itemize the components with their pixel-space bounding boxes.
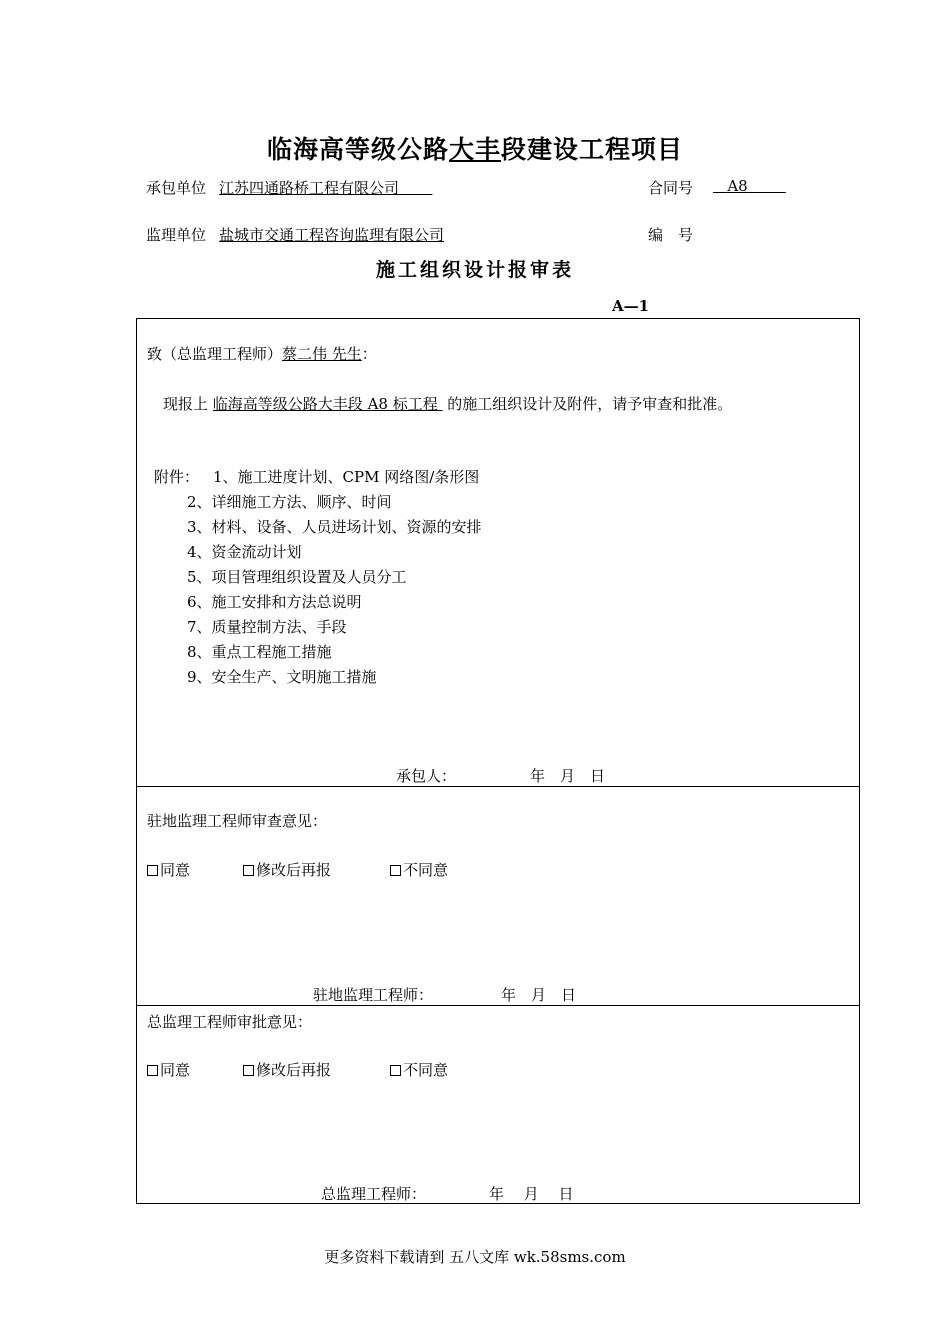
option-label: 同意 bbox=[160, 1061, 191, 1079]
checkbox-icon[interactable] bbox=[147, 865, 158, 876]
resident-review-title: 驻地监理工程师审查意见： bbox=[147, 812, 328, 830]
option-label: 不同意 bbox=[403, 861, 449, 879]
salutation-suffix: ： bbox=[361, 345, 377, 363]
resident-option-disagree[interactable] bbox=[390, 859, 448, 880]
attachment-item: 4、资金流动计划 bbox=[187, 543, 302, 561]
project-title bbox=[0, 130, 950, 166]
chief-sign-date: 年 月 日 bbox=[489, 1185, 574, 1203]
salutation bbox=[147, 343, 377, 364]
chief-option-disagree[interactable] bbox=[390, 1059, 448, 1080]
contractor-name: 江苏四通路桥工程有限公司 bbox=[219, 179, 400, 197]
engineer-name: 蔡二伟 先生 bbox=[282, 345, 362, 363]
checkbox-icon[interactable] bbox=[147, 1065, 158, 1076]
resident-option-revise[interactable] bbox=[243, 859, 331, 880]
contractor-sign-date: 年 月 日 bbox=[530, 767, 606, 785]
project-title-part: 临海高等级公路 bbox=[266, 135, 449, 164]
salutation-prefix: 致（总监理工程师） bbox=[147, 345, 283, 363]
contractor-label: 承包单位 bbox=[146, 179, 207, 197]
form-code: A—1 bbox=[612, 297, 650, 315]
attachment-item: 8、重点工程施工措施 bbox=[187, 643, 332, 661]
supervisor-value: 盐城市交通工程咨询监理有限公司 bbox=[219, 226, 445, 244]
option-label: 不同意 bbox=[403, 1061, 449, 1079]
row-divider bbox=[137, 1005, 859, 1006]
attachment-item: 5、项目管理组织设置及人员分工 bbox=[187, 568, 407, 586]
project-title-part: 大丰 bbox=[448, 135, 501, 164]
checkbox-icon[interactable] bbox=[390, 865, 401, 876]
attachment-item: 6、施工安排和方法总说明 bbox=[187, 593, 362, 611]
report-suffix: 的施工组织设计及附件，请予审查和批准。 bbox=[447, 395, 733, 413]
contractor-value bbox=[219, 177, 432, 198]
footer-link[interactable]: 更多资料下载请到 五八文库 wk.58sms.com bbox=[324, 1248, 626, 1266]
attachments-label: 附件： bbox=[154, 468, 200, 486]
option-label: 修改后再报 bbox=[256, 1061, 332, 1079]
supervisor-label: 监理单位 bbox=[146, 226, 207, 244]
resident-option-agree[interactable] bbox=[147, 859, 190, 880]
option-label: 同意 bbox=[160, 861, 191, 879]
form-table bbox=[136, 318, 860, 1204]
row-divider bbox=[137, 786, 859, 787]
contract-no-value bbox=[713, 177, 786, 195]
attachment-item: 2、详细施工方法、顺序、时间 bbox=[187, 493, 392, 511]
report-prefix: 现报上 bbox=[163, 395, 209, 413]
contract-no: A8 bbox=[727, 177, 748, 195]
option-label: 修改后再报 bbox=[256, 861, 332, 879]
contractor-sign-label: 承包人： bbox=[396, 767, 457, 785]
report-sentence bbox=[163, 393, 732, 414]
attachment-item: 9、安全生产、文明施工措施 bbox=[187, 668, 377, 686]
chief-sign-label: 总监理工程师： bbox=[321, 1185, 427, 1203]
attachment-item: 1、施工进度计划、CPM 网络图/条形图 bbox=[213, 468, 480, 486]
attachment-item: 7、质量控制方法、手段 bbox=[187, 618, 347, 636]
checkbox-icon[interactable] bbox=[243, 865, 254, 876]
resident-sign-date: 年 月 日 bbox=[501, 986, 577, 1004]
report-project-name: 临海高等级公路大丰段 A8 标工程 bbox=[212, 395, 438, 413]
resident-sign-label: 驻地监理工程师： bbox=[313, 986, 434, 1004]
checkbox-icon[interactable] bbox=[390, 1065, 401, 1076]
chief-option-agree[interactable] bbox=[147, 1059, 190, 1080]
form-title: 施工组织设计报审表 bbox=[375, 259, 574, 281]
contract-no-label: 合同号 bbox=[648, 179, 694, 197]
project-title-part: 段建设工程项目 bbox=[501, 135, 684, 164]
attachment-item: 3、材料、设备、人员进场计划、资源的安排 bbox=[187, 518, 482, 536]
report-project bbox=[213, 395, 443, 413]
chief-review-title: 总监理工程师审批意见： bbox=[147, 1013, 313, 1031]
chief-option-revise[interactable] bbox=[243, 1059, 331, 1080]
serial-label: 编 号 bbox=[648, 226, 694, 244]
checkbox-icon[interactable] bbox=[243, 1065, 254, 1076]
